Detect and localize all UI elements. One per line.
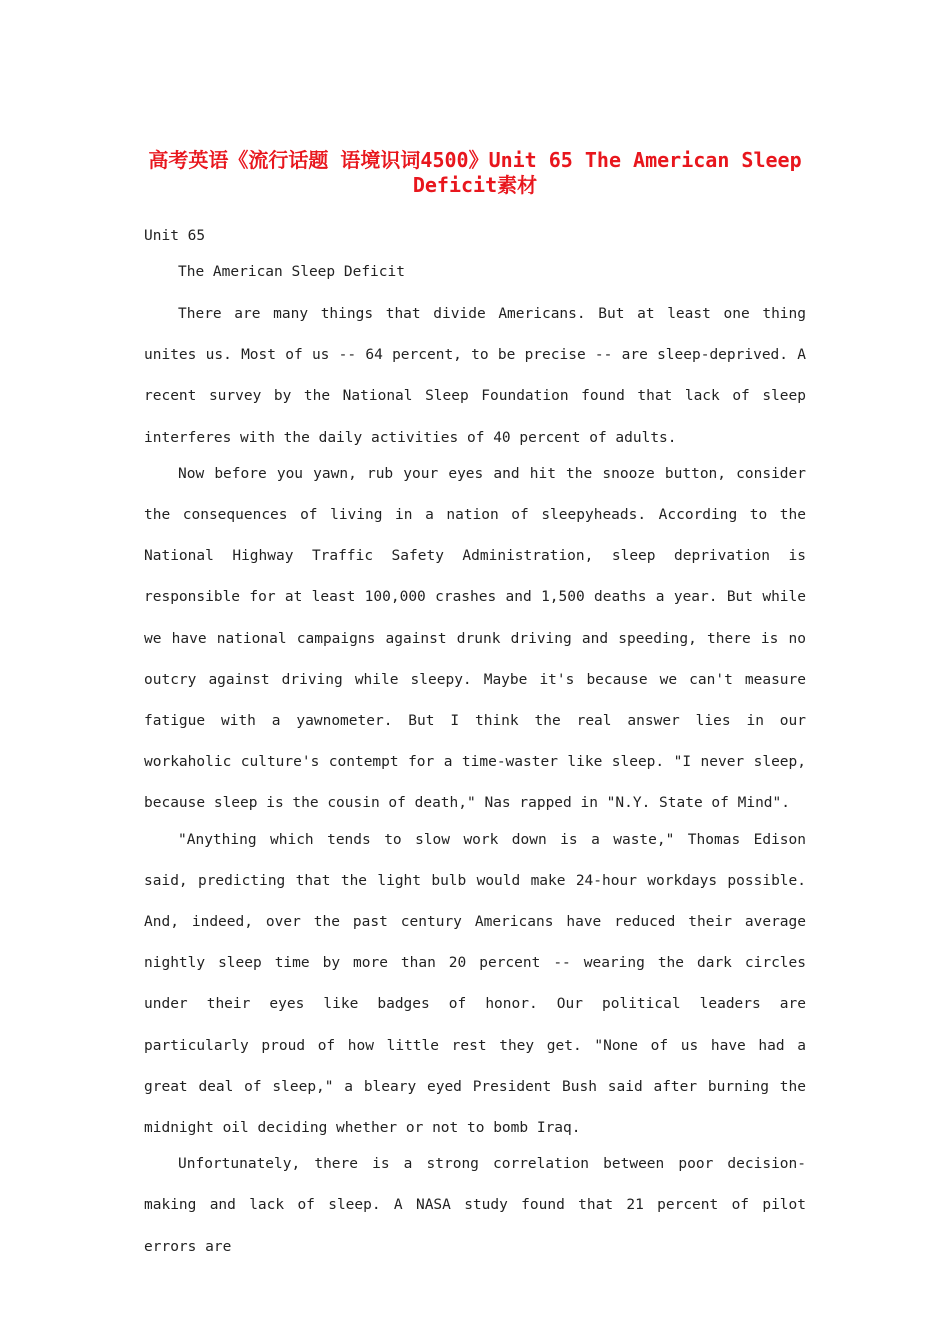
paragraph-3: "Anything which tends to slow work down is a waste," Thomas Edison said, predicting that the light bulb would make 24-hour workdays possible. And, indeed, over the past century Americans have reduced their average nightly sleep time by more than 20 percent -- wearing the dark circles under their eyes like badges of honor. Our political leaders are particularly proud of how little rest they get. "None of us have had a great deal of sleep," a bleary eyed President Bush said after burning the midnight oil deciding whether or not to bomb Iraq. [144,831,806,1137]
article-subtitle: The American Sleep Deficit [178,264,405,280]
paragraph-2: Now before you yawn, rub your eyes and hit the snooze button, consider the consequences of living in a nation of sleepyheads. According to the National Highway Traffic Safety Administration, sleep deprivation is responsible for at least 100,000 crashes and 1,500 deaths a year. But while we have national campaigns against drunk driving and speeding, there is no outcry against driving while sleepy. Maybe it's because we can't measure fatigue with a yawnometer. But I think the real answer lies in our workaholic culture's contempt for a time-waster like sleep. "I never sleep, because sleep is the cousin of death," Nas rapped in "N.Y. State of Mind". [144,465,806,812]
paragraph-1: There are many things that divide Americans. But at least one thing unites us. Most of us -- 64 percent, to be precise -- are sleep-deprived. A recent survey by the National Sleep Foundation found that lack of sleep interferes with the daily activities of 40 percent of adults. [144,306,806,446]
document-body [144,222,806,1268]
paragraph-4: Unfortunately, there is a strong correlation between poor decision-making and lack of sleep. A NASA study found that 21 percent of pilot errors are [144,1156,806,1255]
document-title: 高考英语《流行话题 语境识词4500》Unit 65 The American Sleep Deficit素材 [148,148,802,197]
unit-heading: Unit 65 [144,228,206,244]
